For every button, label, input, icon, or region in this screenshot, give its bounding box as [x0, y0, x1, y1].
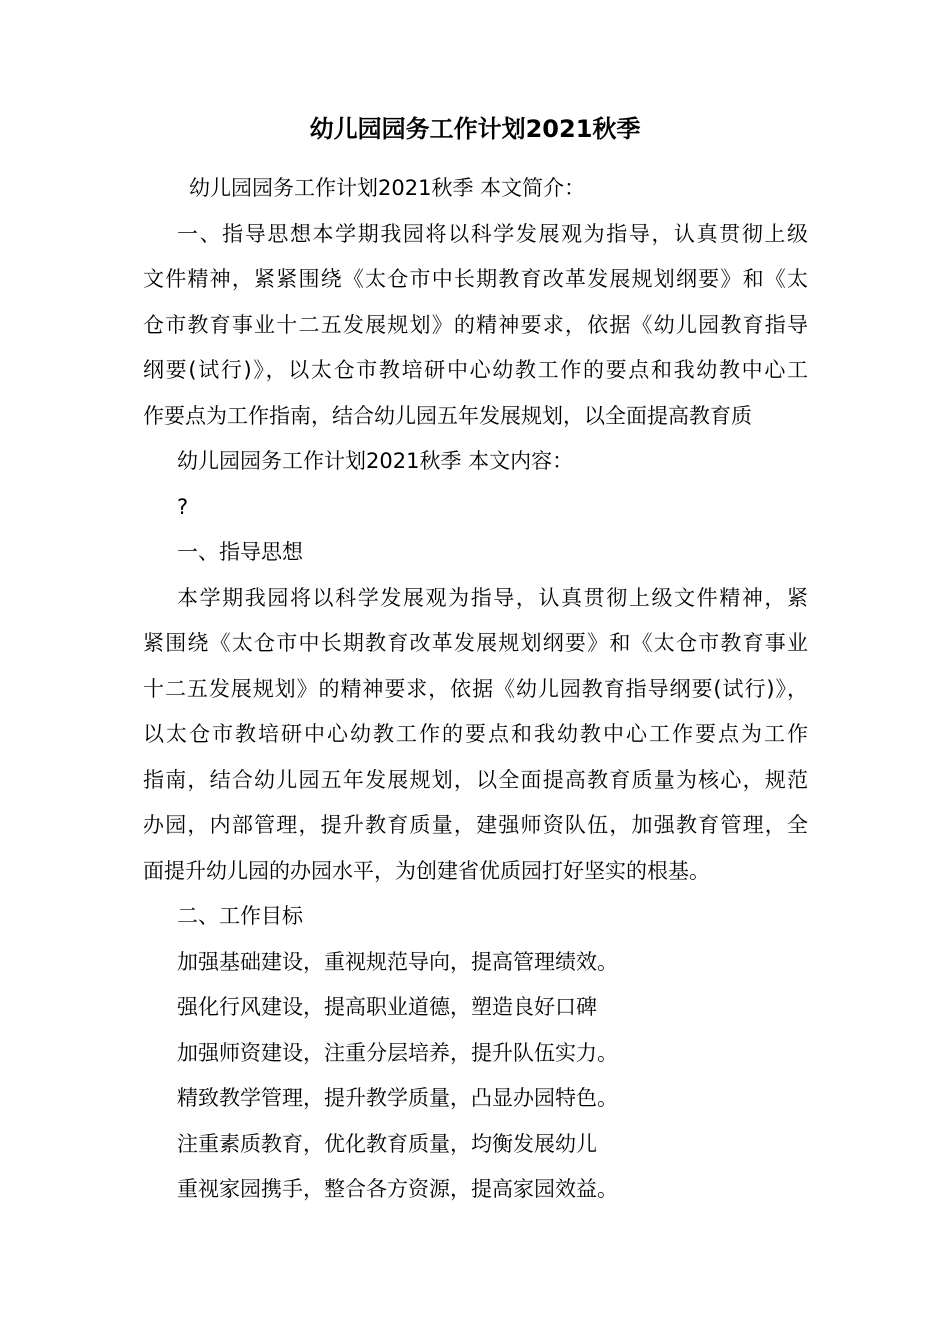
paragraph-line: 以太仓市教培研中心幼教工作的要点和我幼教中心工作要点为工作: [143, 722, 808, 746]
summary-line: 纲要(试行)》，以太仓市教培研中心幼教工作的要点和我幼教中心工: [143, 358, 808, 382]
section-heading: 一、指导思想: [177, 540, 303, 564]
goal-item: 注重素质教育，优化教育质量，均衡发展幼儿: [177, 1131, 597, 1156]
goal-item: 加强师资建设，注重分层培养，提升队伍实力。: [177, 1040, 618, 1065]
paragraph-line: 面提升幼儿园的办园水平，为创建省优质园打好坚实的根基。: [143, 858, 710, 883]
paragraph-line: 本学期我园将以科学发展观为指导，认真贯彻上级文件精神，紧: [177, 585, 808, 610]
summary-line: 一、指导思想本学期我园将以科学发展观为指导，认真贯彻上级: [177, 221, 808, 246]
paragraph-line: 办园，内部管理，提升教育质量，建强师资队伍，加强教育管理，全: [143, 813, 808, 837]
intro-line: 幼儿园园务工作计划2021秋季 本文简介：: [189, 176, 586, 200]
section-heading: 二、工作目标: [177, 904, 303, 928]
paragraph-line: 紧围绕《太仓市中长期教育改革发展规划纲要》和《太仓市教育事业: [143, 631, 808, 655]
goal-item: 重视家园携手，整合各方资源，提高家园效益。: [177, 1177, 618, 1201]
summary-line: 文件精神，紧紧围绕《太仓市中长期教育改革发展规划纲要》和《太: [143, 267, 808, 291]
paragraph-line: 指南，结合幼儿园五年发展规划，以全面提高教育质量为核心，规范: [143, 767, 808, 792]
goal-item: 强化行风建设，提高职业道德，塑造良好口碑: [177, 995, 597, 1019]
document-body: [143, 166, 808, 1213]
summary-line: 仓市教育事业十二五发展规划》的精神要求，依据《幼儿园教育指导: [143, 312, 808, 337]
summary-line: 作要点为工作指南，结合幼儿园五年发展规划，以全面提高教育质: [143, 403, 752, 428]
paragraph-line: 十二五发展规划》的精神要求，依据《幼儿园教育指导纲要(试行)》，: [143, 676, 808, 701]
goal-item: 加强基础建设，重视规范导向，提高管理绩效。: [177, 949, 618, 974]
content-heading-line: 幼儿园园务工作计划2021秋季 本文内容：: [177, 449, 574, 473]
question-mark-line: ?: [177, 494, 189, 519]
goal-item: 精致教学管理，提升教学质量，凸显办园特色。: [177, 1086, 618, 1110]
document-title: 幼儿园园务工作计划2021秋季: [309, 115, 641, 143]
